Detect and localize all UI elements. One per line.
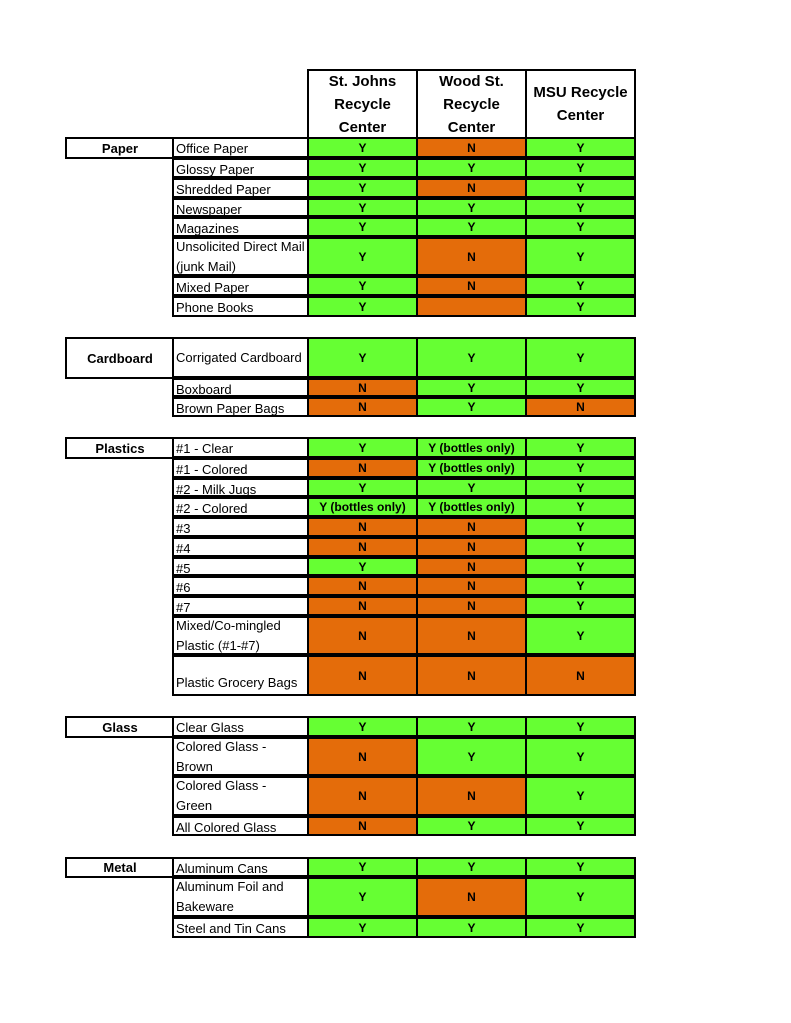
item-label-text: Phone Books bbox=[176, 300, 254, 315]
status-cell bbox=[525, 737, 636, 776]
status-cell bbox=[525, 158, 636, 178]
status-value: N bbox=[576, 668, 585, 683]
status-cell bbox=[525, 616, 636, 655]
status-cell bbox=[307, 716, 418, 737]
status-cell bbox=[416, 737, 527, 776]
column-header-2: MSU Recycle Center bbox=[525, 69, 636, 139]
status-value: N bbox=[467, 540, 476, 554]
status-value: Y (bottles only) bbox=[428, 440, 515, 455]
item-label bbox=[172, 276, 309, 296]
status-value: Y bbox=[467, 480, 476, 495]
item-label bbox=[172, 497, 309, 517]
item-label-text: #4 bbox=[176, 541, 191, 556]
status-cell bbox=[416, 437, 527, 458]
category-label-paper: Paper bbox=[65, 137, 175, 159]
status-cell bbox=[307, 397, 418, 417]
item-label-text: #6 bbox=[176, 580, 191, 595]
status-value: Y bbox=[358, 140, 367, 155]
status-value: N bbox=[467, 668, 476, 683]
item-label-text: Magazines bbox=[176, 221, 239, 236]
status-cell bbox=[525, 576, 636, 596]
item-label bbox=[172, 737, 309, 776]
status-value: N bbox=[358, 540, 367, 554]
status-cell bbox=[307, 816, 418, 836]
status-cell bbox=[416, 337, 527, 378]
status-value: Y (bottles only) bbox=[428, 500, 515, 514]
status-cell bbox=[416, 917, 527, 938]
status-cell bbox=[307, 137, 418, 158]
status-cell bbox=[416, 576, 527, 596]
status-cell bbox=[307, 458, 418, 478]
item-label bbox=[172, 857, 309, 877]
status-cell bbox=[525, 397, 636, 417]
status-cell bbox=[416, 716, 527, 737]
status-cell bbox=[307, 217, 418, 237]
column-header-1: Wood St. Recycle Center bbox=[416, 69, 527, 139]
status-cell bbox=[525, 458, 636, 478]
status-value: Y bbox=[358, 249, 367, 264]
item-label bbox=[172, 178, 309, 198]
status-value: Y bbox=[576, 860, 585, 874]
status-value: N bbox=[467, 628, 476, 643]
item-label bbox=[172, 237, 309, 276]
status-value: N bbox=[358, 628, 367, 643]
status-value: Y bbox=[576, 749, 585, 764]
status-value: Y bbox=[576, 249, 585, 264]
status-cell bbox=[416, 877, 527, 917]
status-value: Y bbox=[467, 200, 476, 215]
item-label bbox=[172, 378, 309, 397]
status-cell bbox=[416, 378, 527, 397]
status-value: Y bbox=[467, 860, 476, 874]
status-cell bbox=[525, 716, 636, 737]
status-cell bbox=[307, 596, 418, 616]
status-cell bbox=[307, 478, 418, 497]
status-cell bbox=[525, 478, 636, 497]
item-label bbox=[172, 816, 309, 836]
status-value: N bbox=[467, 789, 476, 803]
status-cell bbox=[416, 776, 527, 816]
status-cell bbox=[307, 337, 418, 378]
status-cell bbox=[525, 217, 636, 237]
status-value: Y bbox=[467, 920, 476, 935]
status-cell bbox=[307, 616, 418, 655]
status-cell bbox=[416, 158, 527, 178]
status-value: Y bbox=[358, 860, 367, 874]
status-cell bbox=[307, 296, 418, 317]
status-cell bbox=[416, 458, 527, 478]
status-cell bbox=[525, 237, 636, 276]
status-value: Y bbox=[576, 480, 585, 495]
item-label-text: Mixed/Co-mingled Plastic (#1-#7) bbox=[176, 617, 281, 653]
item-label-text: Steel and Tin Cans bbox=[176, 921, 286, 936]
status-cell bbox=[416, 237, 527, 276]
status-cell bbox=[416, 517, 527, 537]
item-label bbox=[172, 517, 309, 537]
status-cell bbox=[416, 655, 527, 696]
status-value: N bbox=[358, 789, 367, 803]
status-value: Y bbox=[358, 920, 367, 935]
status-cell bbox=[525, 655, 636, 696]
status-cell bbox=[307, 877, 418, 917]
status-cell bbox=[525, 776, 636, 816]
status-cell bbox=[307, 198, 418, 217]
status-cell bbox=[525, 276, 636, 296]
status-value: Y bbox=[576, 819, 585, 833]
status-value: Y bbox=[358, 220, 367, 234]
status-cell bbox=[307, 776, 418, 816]
category-label-plastics: Plastics bbox=[65, 437, 175, 459]
category-label-metal: Metal bbox=[65, 857, 175, 878]
status-cell bbox=[307, 378, 418, 397]
status-cell bbox=[525, 917, 636, 938]
status-value: Y bbox=[576, 599, 585, 613]
status-cell bbox=[416, 198, 527, 217]
status-value: N bbox=[467, 279, 476, 293]
status-cell bbox=[307, 655, 418, 696]
item-label-text: #7 bbox=[176, 600, 191, 615]
status-value: Y bbox=[358, 299, 367, 314]
status-cell bbox=[416, 296, 527, 317]
item-label bbox=[172, 576, 309, 596]
status-value: Y bbox=[358, 559, 367, 574]
item-label bbox=[172, 458, 309, 478]
item-label-text: Mixed Paper bbox=[176, 280, 249, 295]
status-cell bbox=[525, 198, 636, 217]
item-label-text: Brown Paper Bags bbox=[176, 401, 285, 416]
status-value: Y bbox=[358, 480, 367, 495]
status-value: N bbox=[358, 461, 367, 475]
status-value: Y (bottles only) bbox=[428, 461, 515, 475]
item-label-text: All Colored Glass bbox=[176, 820, 277, 835]
status-cell bbox=[416, 596, 527, 616]
item-label-text: Glossy Paper bbox=[176, 162, 255, 177]
status-cell bbox=[525, 857, 636, 877]
status-value: Y bbox=[467, 161, 476, 175]
item-label bbox=[172, 478, 309, 497]
status-value: Y bbox=[358, 350, 367, 365]
status-value: Y bbox=[576, 520, 585, 534]
status-value: Y bbox=[576, 920, 585, 935]
status-value: Y bbox=[467, 819, 476, 833]
status-value: Y (bottles only) bbox=[319, 500, 406, 514]
status-value: Y bbox=[576, 299, 585, 314]
item-label bbox=[172, 437, 309, 458]
status-cell bbox=[525, 877, 636, 917]
status-value: Y bbox=[576, 140, 585, 155]
status-value: Y bbox=[576, 279, 585, 293]
status-value: Y bbox=[467, 380, 476, 395]
status-value: Y bbox=[576, 719, 585, 734]
category-label-glass: Glass bbox=[65, 716, 175, 738]
status-value: N bbox=[576, 400, 585, 414]
item-label bbox=[172, 917, 309, 938]
status-cell bbox=[307, 537, 418, 557]
status-value: Y bbox=[467, 719, 476, 734]
status-value: Y bbox=[576, 200, 585, 215]
status-value: N bbox=[467, 520, 476, 534]
status-value: N bbox=[358, 599, 367, 613]
status-cell bbox=[525, 517, 636, 537]
item-label-text: #1 - Clear bbox=[176, 441, 234, 456]
item-label bbox=[172, 557, 309, 576]
status-cell bbox=[307, 178, 418, 198]
status-cell bbox=[307, 857, 418, 877]
item-label-text: #1 - Colored bbox=[176, 462, 248, 477]
item-label bbox=[172, 716, 309, 737]
status-cell bbox=[416, 478, 527, 497]
status-cell bbox=[416, 137, 527, 158]
status-value: Y bbox=[576, 500, 585, 514]
status-value: N bbox=[467, 579, 476, 593]
status-cell bbox=[307, 737, 418, 776]
column-header-0: St. Johns Recycle Center bbox=[307, 69, 418, 139]
status-value: Y bbox=[576, 220, 585, 234]
status-value: Y bbox=[467, 400, 476, 414]
item-label bbox=[172, 776, 309, 816]
status-value: Y bbox=[358, 440, 367, 455]
status-cell bbox=[525, 497, 636, 517]
status-cell bbox=[307, 237, 418, 276]
item-label-text: Aluminum Foil and Bakeware bbox=[176, 879, 284, 914]
status-cell bbox=[307, 497, 418, 517]
status-value: Y bbox=[358, 161, 367, 175]
status-cell bbox=[307, 276, 418, 296]
item-label-text: Plastic Grocery Bags bbox=[176, 675, 298, 690]
item-label bbox=[172, 537, 309, 557]
item-label-text: Corrigated Cardboard bbox=[176, 349, 302, 365]
status-value: Y bbox=[358, 279, 367, 293]
status-value: N bbox=[467, 599, 476, 613]
item-label-text: Shredded Paper bbox=[176, 182, 271, 197]
status-cell bbox=[416, 857, 527, 877]
status-cell bbox=[525, 137, 636, 158]
status-value: N bbox=[358, 400, 367, 414]
status-cell bbox=[416, 816, 527, 836]
status-value: Y bbox=[576, 440, 585, 455]
item-label-text: Boxboard bbox=[176, 382, 232, 397]
status-value: N bbox=[467, 181, 476, 195]
status-value: Y bbox=[358, 890, 367, 904]
item-label-text: Colored Glass - Brown bbox=[176, 738, 267, 774]
status-value: Y bbox=[576, 890, 585, 904]
status-cell bbox=[525, 437, 636, 458]
item-label-text: #2 - Colored bbox=[176, 501, 248, 516]
status-value: Y bbox=[576, 540, 585, 554]
status-value: Y bbox=[576, 350, 585, 365]
item-label-text: Colored Glass - Green bbox=[176, 778, 267, 813]
status-cell bbox=[416, 557, 527, 576]
item-label bbox=[172, 655, 309, 696]
status-value: Y bbox=[576, 380, 585, 395]
status-value: Y bbox=[467, 350, 476, 365]
status-value: N bbox=[358, 579, 367, 593]
item-label bbox=[172, 158, 309, 178]
status-cell bbox=[416, 497, 527, 517]
status-value: Y bbox=[576, 559, 585, 574]
status-cell bbox=[525, 337, 636, 378]
status-value: Y bbox=[467, 220, 476, 234]
status-cell bbox=[307, 557, 418, 576]
status-value: Y bbox=[576, 461, 585, 475]
item-label-text: Aluminum Cans bbox=[176, 861, 268, 876]
status-cell bbox=[416, 276, 527, 296]
status-cell bbox=[525, 178, 636, 198]
item-label-text: #3 bbox=[176, 521, 191, 536]
status-value: Y bbox=[358, 200, 367, 215]
status-value: Y bbox=[358, 719, 367, 734]
status-value: N bbox=[358, 819, 367, 833]
status-cell bbox=[416, 397, 527, 417]
status-value: N bbox=[358, 668, 367, 683]
status-cell bbox=[525, 816, 636, 836]
status-cell bbox=[416, 178, 527, 198]
item-label-text: Unsolicited Direct Mail (junk Mail) bbox=[176, 238, 305, 274]
item-label-text: #2 - Milk Jugs bbox=[176, 482, 257, 497]
item-label-text: Office Paper bbox=[176, 141, 249, 156]
status-cell bbox=[525, 596, 636, 616]
item-label bbox=[172, 296, 309, 317]
status-value: N bbox=[467, 559, 476, 574]
item-label bbox=[172, 397, 309, 417]
status-cell bbox=[307, 917, 418, 938]
item-label bbox=[172, 877, 309, 917]
item-label bbox=[172, 337, 309, 378]
status-value: Y bbox=[576, 579, 585, 593]
status-cell bbox=[416, 616, 527, 655]
status-cell bbox=[307, 576, 418, 596]
status-value: Y bbox=[467, 749, 476, 764]
item-label bbox=[172, 596, 309, 616]
item-label-text: Clear Glass bbox=[176, 720, 244, 735]
category-label-cardboard: Cardboard bbox=[65, 337, 175, 379]
status-value: Y bbox=[358, 181, 367, 195]
status-cell bbox=[416, 217, 527, 237]
item-label bbox=[172, 616, 309, 655]
status-cell bbox=[525, 557, 636, 576]
status-value: N bbox=[467, 890, 476, 904]
status-value: N bbox=[467, 140, 476, 155]
status-cell bbox=[307, 158, 418, 178]
status-cell bbox=[525, 537, 636, 557]
status-value: Y bbox=[576, 789, 585, 803]
status-cell bbox=[307, 437, 418, 458]
status-value: Y bbox=[576, 161, 585, 175]
item-label bbox=[172, 137, 309, 158]
status-value: N bbox=[358, 520, 367, 534]
status-value: Y bbox=[576, 628, 585, 643]
status-cell bbox=[525, 378, 636, 397]
item-label bbox=[172, 198, 309, 217]
status-value: N bbox=[358, 380, 367, 395]
item-label bbox=[172, 217, 309, 237]
item-label-text: Newspaper bbox=[176, 202, 242, 217]
status-cell bbox=[307, 517, 418, 537]
status-value: N bbox=[358, 749, 367, 764]
status-cell bbox=[416, 537, 527, 557]
item-label-text: #5 bbox=[176, 561, 191, 576]
status-value: N bbox=[467, 249, 476, 264]
status-value: Y bbox=[576, 181, 585, 195]
status-cell bbox=[525, 296, 636, 317]
